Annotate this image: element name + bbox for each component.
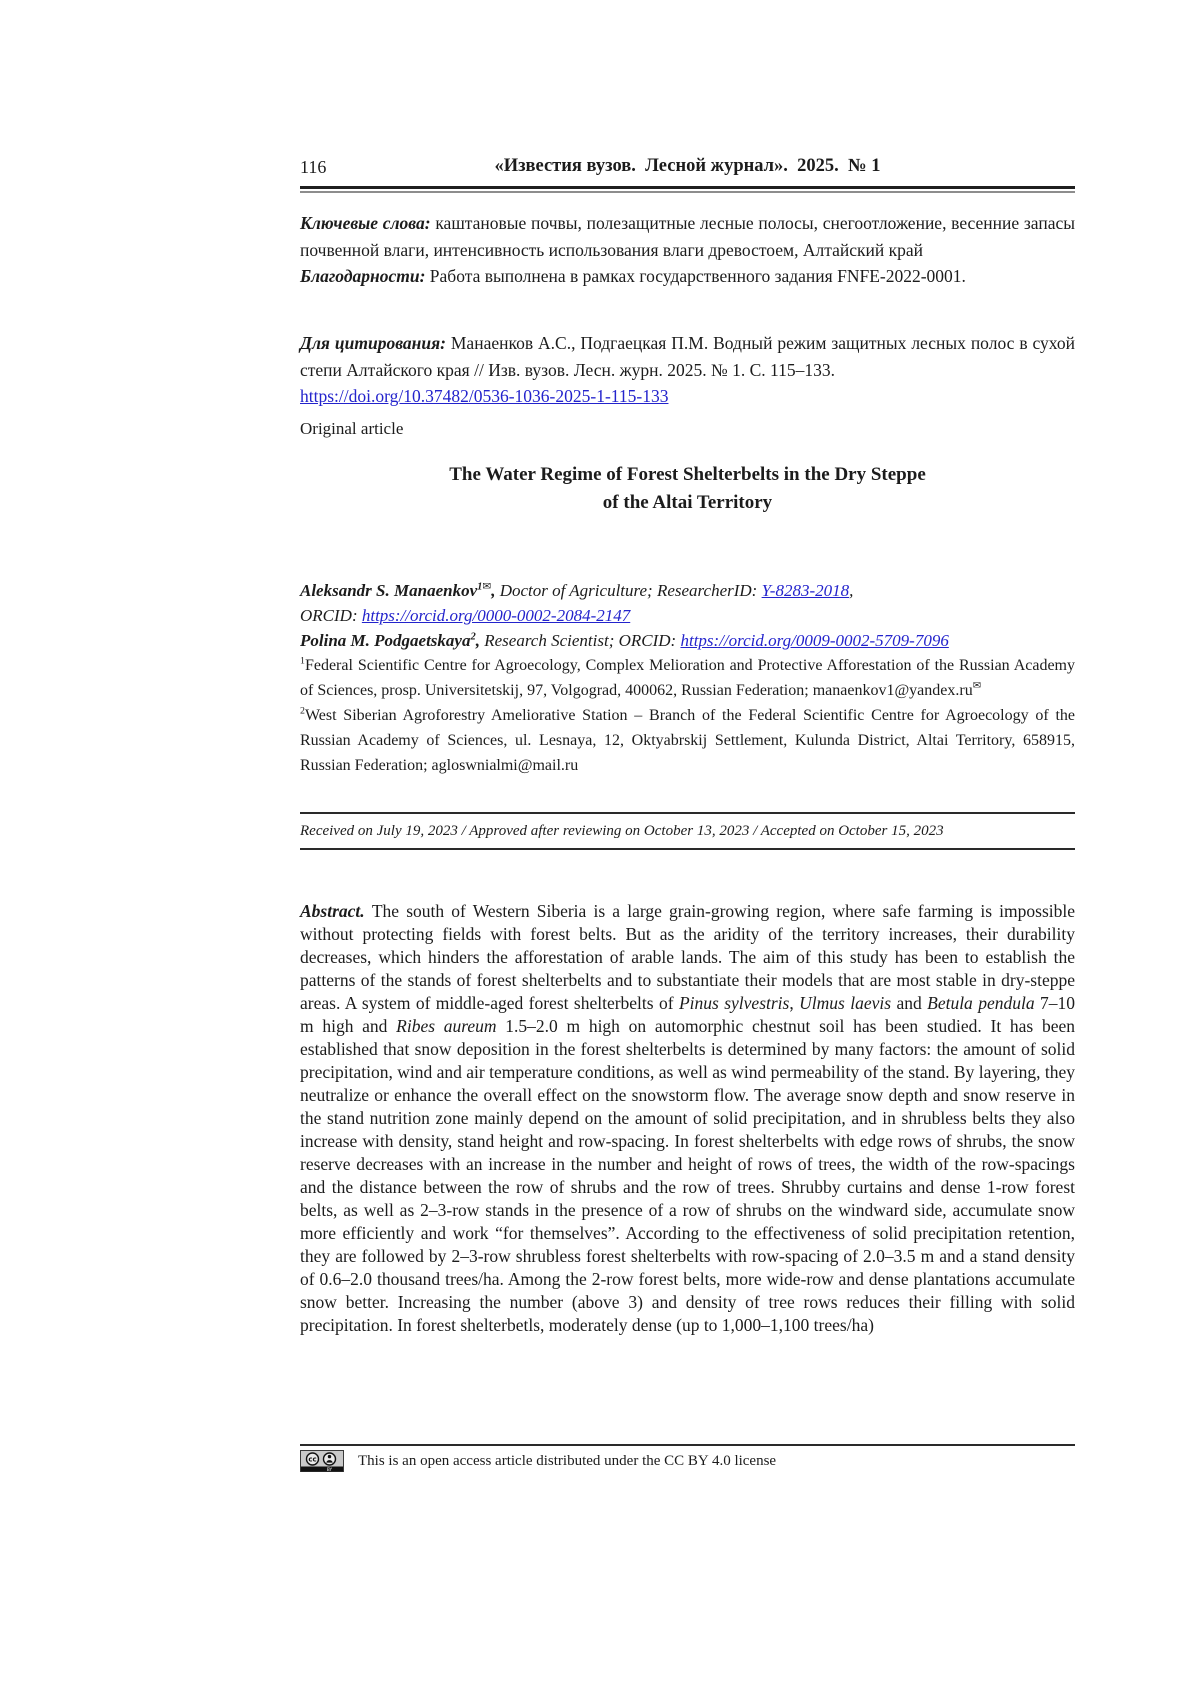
article-title-line1: The Water Regime of Forest Shelterbelts in the Dry Steppe xyxy=(449,464,926,485)
text-run: 7–10 m high and xyxy=(300,993,1075,1036)
keywords-text: каштановые почвы, полезащитные лесные полосы, снегоотложение, весенние запасы почвенной влаги, интенсивность использования влаги древостоем, Алтайский край xyxy=(300,213,1075,260)
species-name: Ulmus laevis xyxy=(799,993,892,1013)
svg-text:BY: BY xyxy=(326,1467,333,1472)
article-type-label: Original article xyxy=(300,419,404,438)
abstract-label: Abstract. xyxy=(300,901,372,921)
text-run: , xyxy=(491,581,500,600)
cc-by-badge-icon xyxy=(300,1450,344,1472)
author1-degree: Doctor of Agriculture; ResearcherID: xyxy=(499,581,762,600)
author1-orcid-line xyxy=(300,603,1075,628)
citation-label: Для цитирования: xyxy=(300,333,451,353)
author1-name: Aleksandr S. Manaenkov xyxy=(300,581,478,600)
keywords-label: Ключевые слова: xyxy=(300,213,436,233)
affiliation1-text: Federal Scientific Centre for Agroecology, Complex Melioration and Protective Afforestation of the Russian Academy of Sciences, prosp. Universitetskij, 97, Volgograd, 400062, Russian Federation; manaenkov1@yandex.ru xyxy=(300,657,1075,699)
text-run: , xyxy=(475,631,485,650)
affiliation2-marker: 2 xyxy=(300,705,305,717)
abstract-text: The south of Western Siberia is a large grain-growing region, where safe farming is impossible without protecting fields with forest belts. But as the aridity of the territory increases, their durability decreases, which hinders the afforestation of arable lands. The aim of this study has been to establish the patterns of the stands of forest shelterbelts and to substantiate their models that are most stable in dry-steppe areas. A system of middle-aged forest shelterbelts of xyxy=(300,901,1075,1013)
author1-affiliation-marker: 1 xyxy=(477,581,483,593)
affiliation1-marker: 1 xyxy=(300,655,305,667)
article-title-line2: of the Altai Territory xyxy=(602,491,773,513)
researcher-id-link[interactable]: Y-8283-2018 xyxy=(761,581,850,600)
text-run: and xyxy=(891,993,928,1013)
author2-degree: Research Scientist; ORCID: xyxy=(484,631,681,650)
header-rule-dark xyxy=(300,186,1075,189)
abstract-paragraph xyxy=(300,900,1075,1337)
affiliation2-paragraph xyxy=(300,703,1075,778)
doi-link[interactable]: https://doi.org/10.37482/0536-1036-2025-1-115-133 xyxy=(300,386,669,407)
header-rule-gray xyxy=(300,191,1075,193)
author2-affiliation-marker: 2 xyxy=(470,631,476,643)
author1-line xyxy=(300,578,1075,603)
text-run: , xyxy=(789,993,800,1013)
license-text: This is an open access article distributed under the CC BY 4.0 license xyxy=(358,1452,777,1469)
citation-paragraph xyxy=(300,330,1075,383)
acknowledgements-paragraph xyxy=(300,263,1075,290)
citation-text: Манаенков А.С., Подгаецкая П.М. Водный режим защитных лесных полос в сухой степи Алтайского края // Изв. вузов. Лесн. журн. 2025. № 1. С. 115–133. xyxy=(300,333,1076,380)
meta-block xyxy=(300,210,1075,290)
received-dates-line: Received on July 19, 2023 / Approved after reviewing on October 13, 2023 / Accepted on October 15, 2023 xyxy=(300,812,1075,850)
orcid-link-author2[interactable]: https://orcid.org/0009-0002-5709-7096 xyxy=(680,631,949,650)
citation-block xyxy=(300,330,1075,410)
acknowledgements-text: Работа выполнена в рамках государственного задания FNFE-2022-0001. xyxy=(429,266,966,287)
page-number: 116 xyxy=(300,157,327,177)
corresponding-email-envelope-icon: ✉ xyxy=(972,680,982,692)
species-name: Pinus sylvestris xyxy=(678,993,790,1013)
acknowledgements-label: Благодарности: xyxy=(300,266,430,287)
author2-line xyxy=(300,628,1075,653)
article-title xyxy=(300,461,1075,516)
species-name: Ribes aureum xyxy=(396,1016,497,1036)
text-run: , xyxy=(849,581,854,600)
affiliation1-paragraph xyxy=(300,653,1075,703)
orcid-link-author1[interactable]: https://orcid.org/0000-0002-2084-2147 xyxy=(361,606,631,625)
authors-block xyxy=(300,578,1075,778)
open-access-footer xyxy=(300,1444,1075,1472)
keywords-paragraph xyxy=(300,210,1075,263)
orcid-label: ORCID: xyxy=(300,606,362,625)
affiliation2-text: West Siberian Agroforestry Ameliorative Station – Branch of the Federal Scientific Centre for Agroecology of the Russian Academy of Sciences, ul. Lesnaya, 12, Oktyabrskij Settlement, Kulunda District, Altai Territory, 658915, Russian Federation; agloswnialmi@mail.ru xyxy=(300,707,1075,774)
abstract-text: 1.5–2.0 m high on automorphic chestnut soil has been studied. It has been established that snow deposition in the forest shelterbelts is determined by many factors: the amount of solid precipitation, wind and air temperature conditions, as well as wind permeability of the stand. By layering, they neutralize or enhance the overall effect on the snowstorm flow. The average snow depth and snow reserve in the stand nutrition zone mainly depend on the amount of solid precipitation, and in shrubless belts they also increase with density, stand height and row-spacing. In forest shelterbelts with edge rows of shrubs, the snow reserve decreases with an increase in the number and height of rows of trees, the width of the row-spacings and the distance between the row of shrubs and the row of trees. Shrubby curtains and dense 1-row forest belts, as well as 2–3-row stands in the presence of a row of shrubs on the windward side, accumulate snow more efficiently and work “for themselves”. According to the effectiveness of solid precipitation retention, they are followed by 2–3-row shrubless forest shelterbelts with row-spacing of 2.0–3.5 m and a stand density of 0.6–2.0 thousand trees/ha. Among the 2-row forest belts, more wide-row and dense plantations accumulate snow better. Increasing the number (above 3) and density of tree rows reduces their filling with solid precipitation. In forest shelterbetls, moderately dense (up to 1,000–1,100 trees/ha) xyxy=(300,1016,1075,1335)
svg-text:cc: cc xyxy=(308,1455,317,1464)
corresponding-author-envelope-icon: ✉ xyxy=(482,581,492,593)
journal-header-line: «Известия вузов. Лесной журнал». 2025. № 1 xyxy=(494,156,881,176)
species-name: Betula pendula xyxy=(927,993,1035,1013)
author2-name: Polina M. Podgaetskaya xyxy=(300,631,471,650)
